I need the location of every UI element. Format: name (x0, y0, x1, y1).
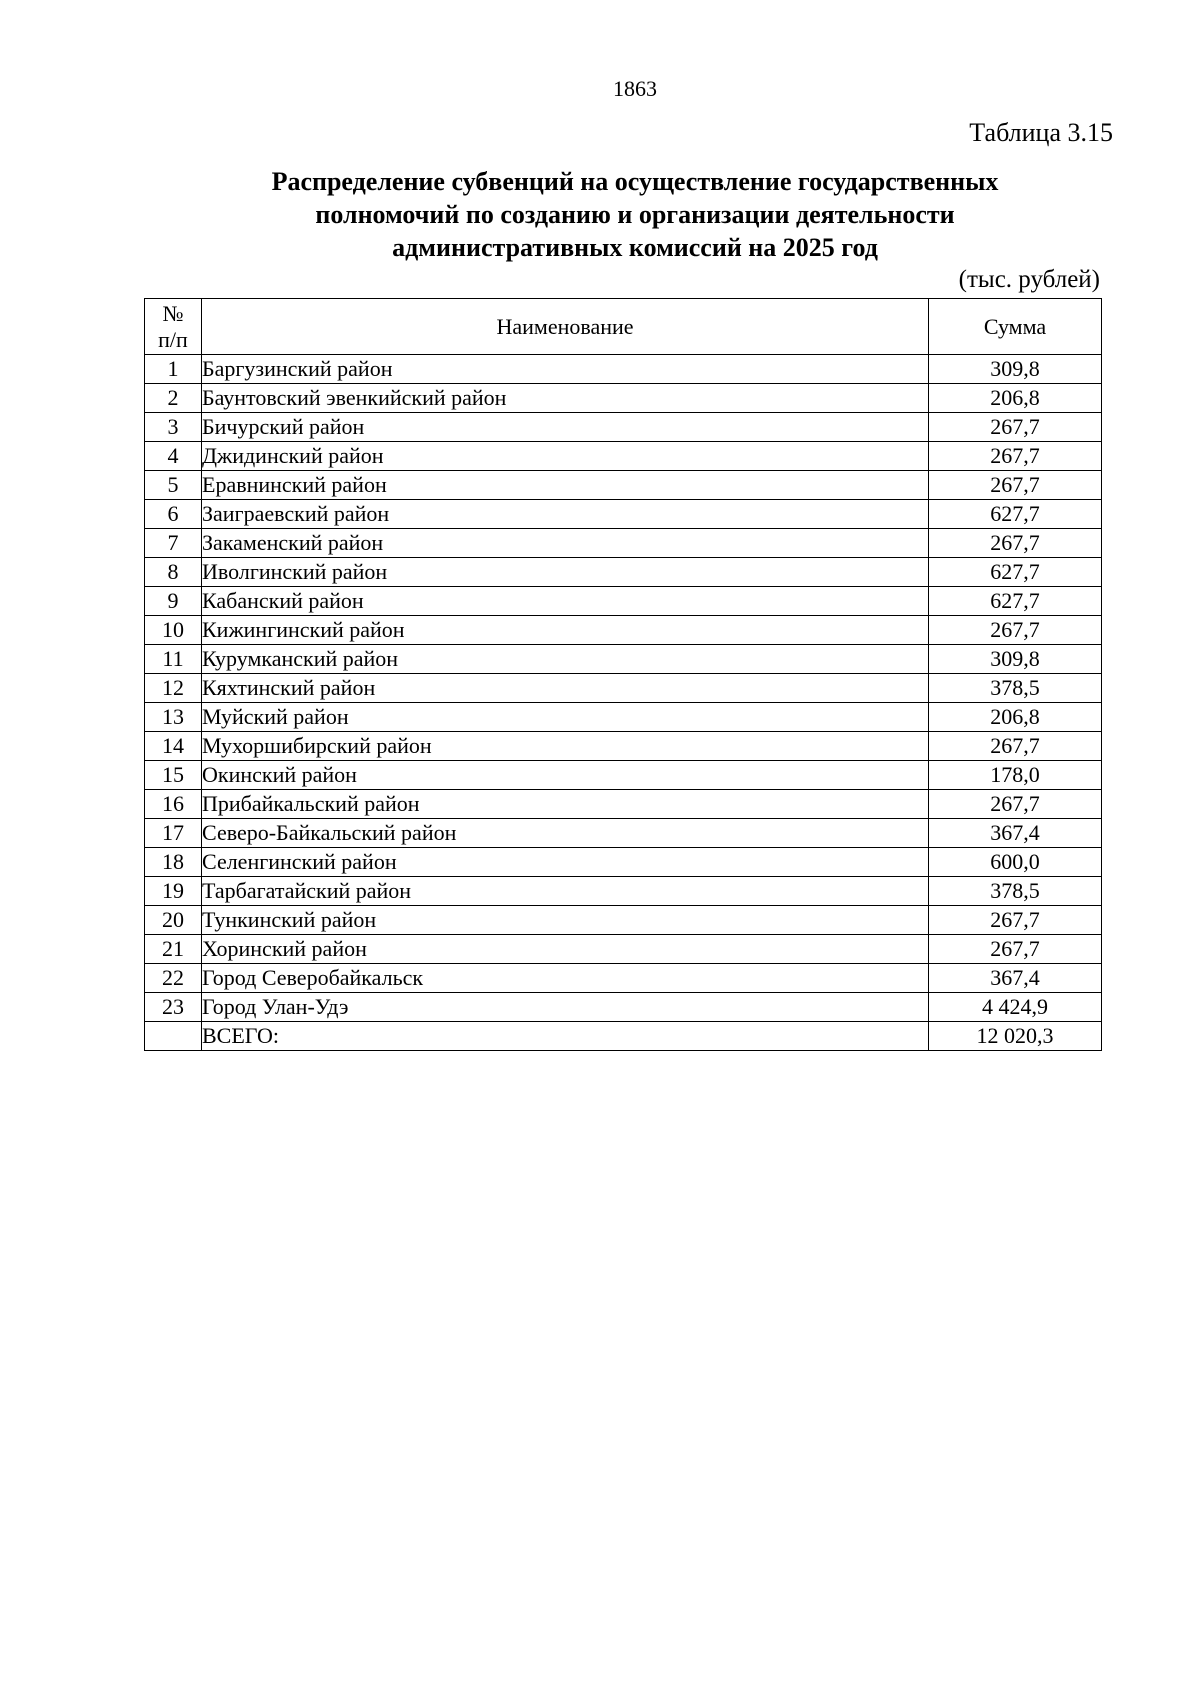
row-name: Мухоршибирский район (202, 732, 929, 761)
row-number: 17 (145, 819, 202, 848)
row-sum: 378,5 (929, 674, 1102, 703)
table-body (145, 355, 1102, 1051)
header-number-symbol: № (162, 300, 184, 326)
title-line: административных комиссий на 2025 год (392, 233, 878, 262)
row-name: Тарбагатайский район (202, 877, 929, 906)
table-row (145, 964, 1102, 993)
row-sum: 267,7 (929, 471, 1102, 500)
row-name: Тункинский район (202, 906, 929, 935)
table-row (145, 645, 1102, 674)
row-number: 2 (145, 384, 202, 413)
table-row (145, 558, 1102, 587)
row-number: 13 (145, 703, 202, 732)
row-sum: 627,7 (929, 500, 1102, 529)
row-name: Северо-Байкальский район (202, 819, 929, 848)
row-name: Закаменский район (202, 529, 929, 558)
header-number-abbr: п/п (158, 326, 188, 352)
row-sum: 178,0 (929, 761, 1102, 790)
table-row (145, 819, 1102, 848)
table-row (145, 906, 1102, 935)
table-row (145, 355, 1102, 384)
row-sum: 267,7 (929, 442, 1102, 471)
table-row (145, 761, 1102, 790)
row-sum: 309,8 (929, 645, 1102, 674)
row-sum: 600,0 (929, 848, 1102, 877)
table-row (145, 587, 1102, 616)
row-name: Город Северобайкальск (202, 964, 929, 993)
table-row (145, 732, 1102, 761)
row-sum: 267,7 (929, 790, 1102, 819)
row-sum: 12 020,3 (929, 1022, 1102, 1051)
page-number: 1863 (613, 76, 657, 101)
row-number: 12 (145, 674, 202, 703)
title-line: Распределение субвенций на осуществление государственных (271, 167, 999, 196)
row-number: 20 (145, 906, 202, 935)
table-row (145, 674, 1102, 703)
row-number: 9 (145, 587, 202, 616)
row-number: 1 (145, 355, 202, 384)
row-name: Кабанский район (202, 587, 929, 616)
row-number (145, 1022, 202, 1051)
table-row (145, 993, 1102, 1022)
row-number: 4 (145, 442, 202, 471)
row-number: 10 (145, 616, 202, 645)
row-sum: 267,7 (929, 732, 1102, 761)
row-sum: 627,7 (929, 587, 1102, 616)
table-row (145, 790, 1102, 819)
row-name: Кижингинский район (202, 616, 929, 645)
row-name: Селенгинский район (202, 848, 929, 877)
row-name: Баунтовский эвенкийский район (202, 384, 929, 413)
table-label: Таблица 3.15 (969, 118, 1113, 147)
row-name: Город Улан-Удэ (202, 993, 929, 1022)
row-sum: 309,8 (929, 355, 1102, 384)
row-sum: 367,4 (929, 819, 1102, 848)
row-name: Кяхтинский район (202, 674, 929, 703)
table-row (145, 935, 1102, 964)
table-row (145, 413, 1102, 442)
row-number: 18 (145, 848, 202, 877)
row-name: Окинский район (202, 761, 929, 790)
table-row (145, 616, 1102, 645)
row-name: ВСЕГО: (202, 1022, 929, 1051)
row-name: Иволгинский район (202, 558, 929, 587)
row-sum: 267,7 (929, 529, 1102, 558)
row-number: 16 (145, 790, 202, 819)
table-row (145, 471, 1102, 500)
row-sum: 627,7 (929, 558, 1102, 587)
row-sum: 206,8 (929, 703, 1102, 732)
row-name: Курумканский район (202, 645, 929, 674)
row-number: 5 (145, 471, 202, 500)
row-sum: 267,7 (929, 906, 1102, 935)
row-name: Еравнинский район (202, 471, 929, 500)
header-name: Наименование (202, 299, 929, 355)
subvention-table (144, 298, 1102, 1051)
header-number (145, 299, 202, 355)
unit-label: (тыс. рублей) (958, 266, 1100, 293)
table-total-row (145, 1022, 1102, 1051)
row-number: 14 (145, 732, 202, 761)
document-title (190, 165, 1080, 264)
row-name: Муйский район (202, 703, 929, 732)
table-row (145, 500, 1102, 529)
table-row (145, 848, 1102, 877)
row-number: 7 (145, 529, 202, 558)
row-name: Джидинский район (202, 442, 929, 471)
row-number: 11 (145, 645, 202, 674)
row-sum: 267,7 (929, 935, 1102, 964)
row-sum: 267,7 (929, 413, 1102, 442)
table-row (145, 877, 1102, 906)
row-sum: 206,8 (929, 384, 1102, 413)
table-row (145, 442, 1102, 471)
row-number: 6 (145, 500, 202, 529)
row-number: 8 (145, 558, 202, 587)
row-sum: 378,5 (929, 877, 1102, 906)
row-sum: 267,7 (929, 616, 1102, 645)
row-number: 3 (145, 413, 202, 442)
row-sum: 367,4 (929, 964, 1102, 993)
row-number: 15 (145, 761, 202, 790)
table-header-row (145, 299, 1102, 355)
row-number: 22 (145, 964, 202, 993)
row-number: 19 (145, 877, 202, 906)
row-name: Бичурский район (202, 413, 929, 442)
row-number: 21 (145, 935, 202, 964)
row-number: 23 (145, 993, 202, 1022)
table-row (145, 703, 1102, 732)
table-row (145, 384, 1102, 413)
title-line: полномочий по созданию и организации деятельности (315, 200, 955, 229)
header-sum: Сумма (929, 299, 1102, 355)
row-name: Баргузинский район (202, 355, 929, 384)
row-name: Заиграевский район (202, 500, 929, 529)
row-name: Прибайкальский район (202, 790, 929, 819)
table-row (145, 529, 1102, 558)
row-name: Хоринский район (202, 935, 929, 964)
row-sum: 4 424,9 (929, 993, 1102, 1022)
